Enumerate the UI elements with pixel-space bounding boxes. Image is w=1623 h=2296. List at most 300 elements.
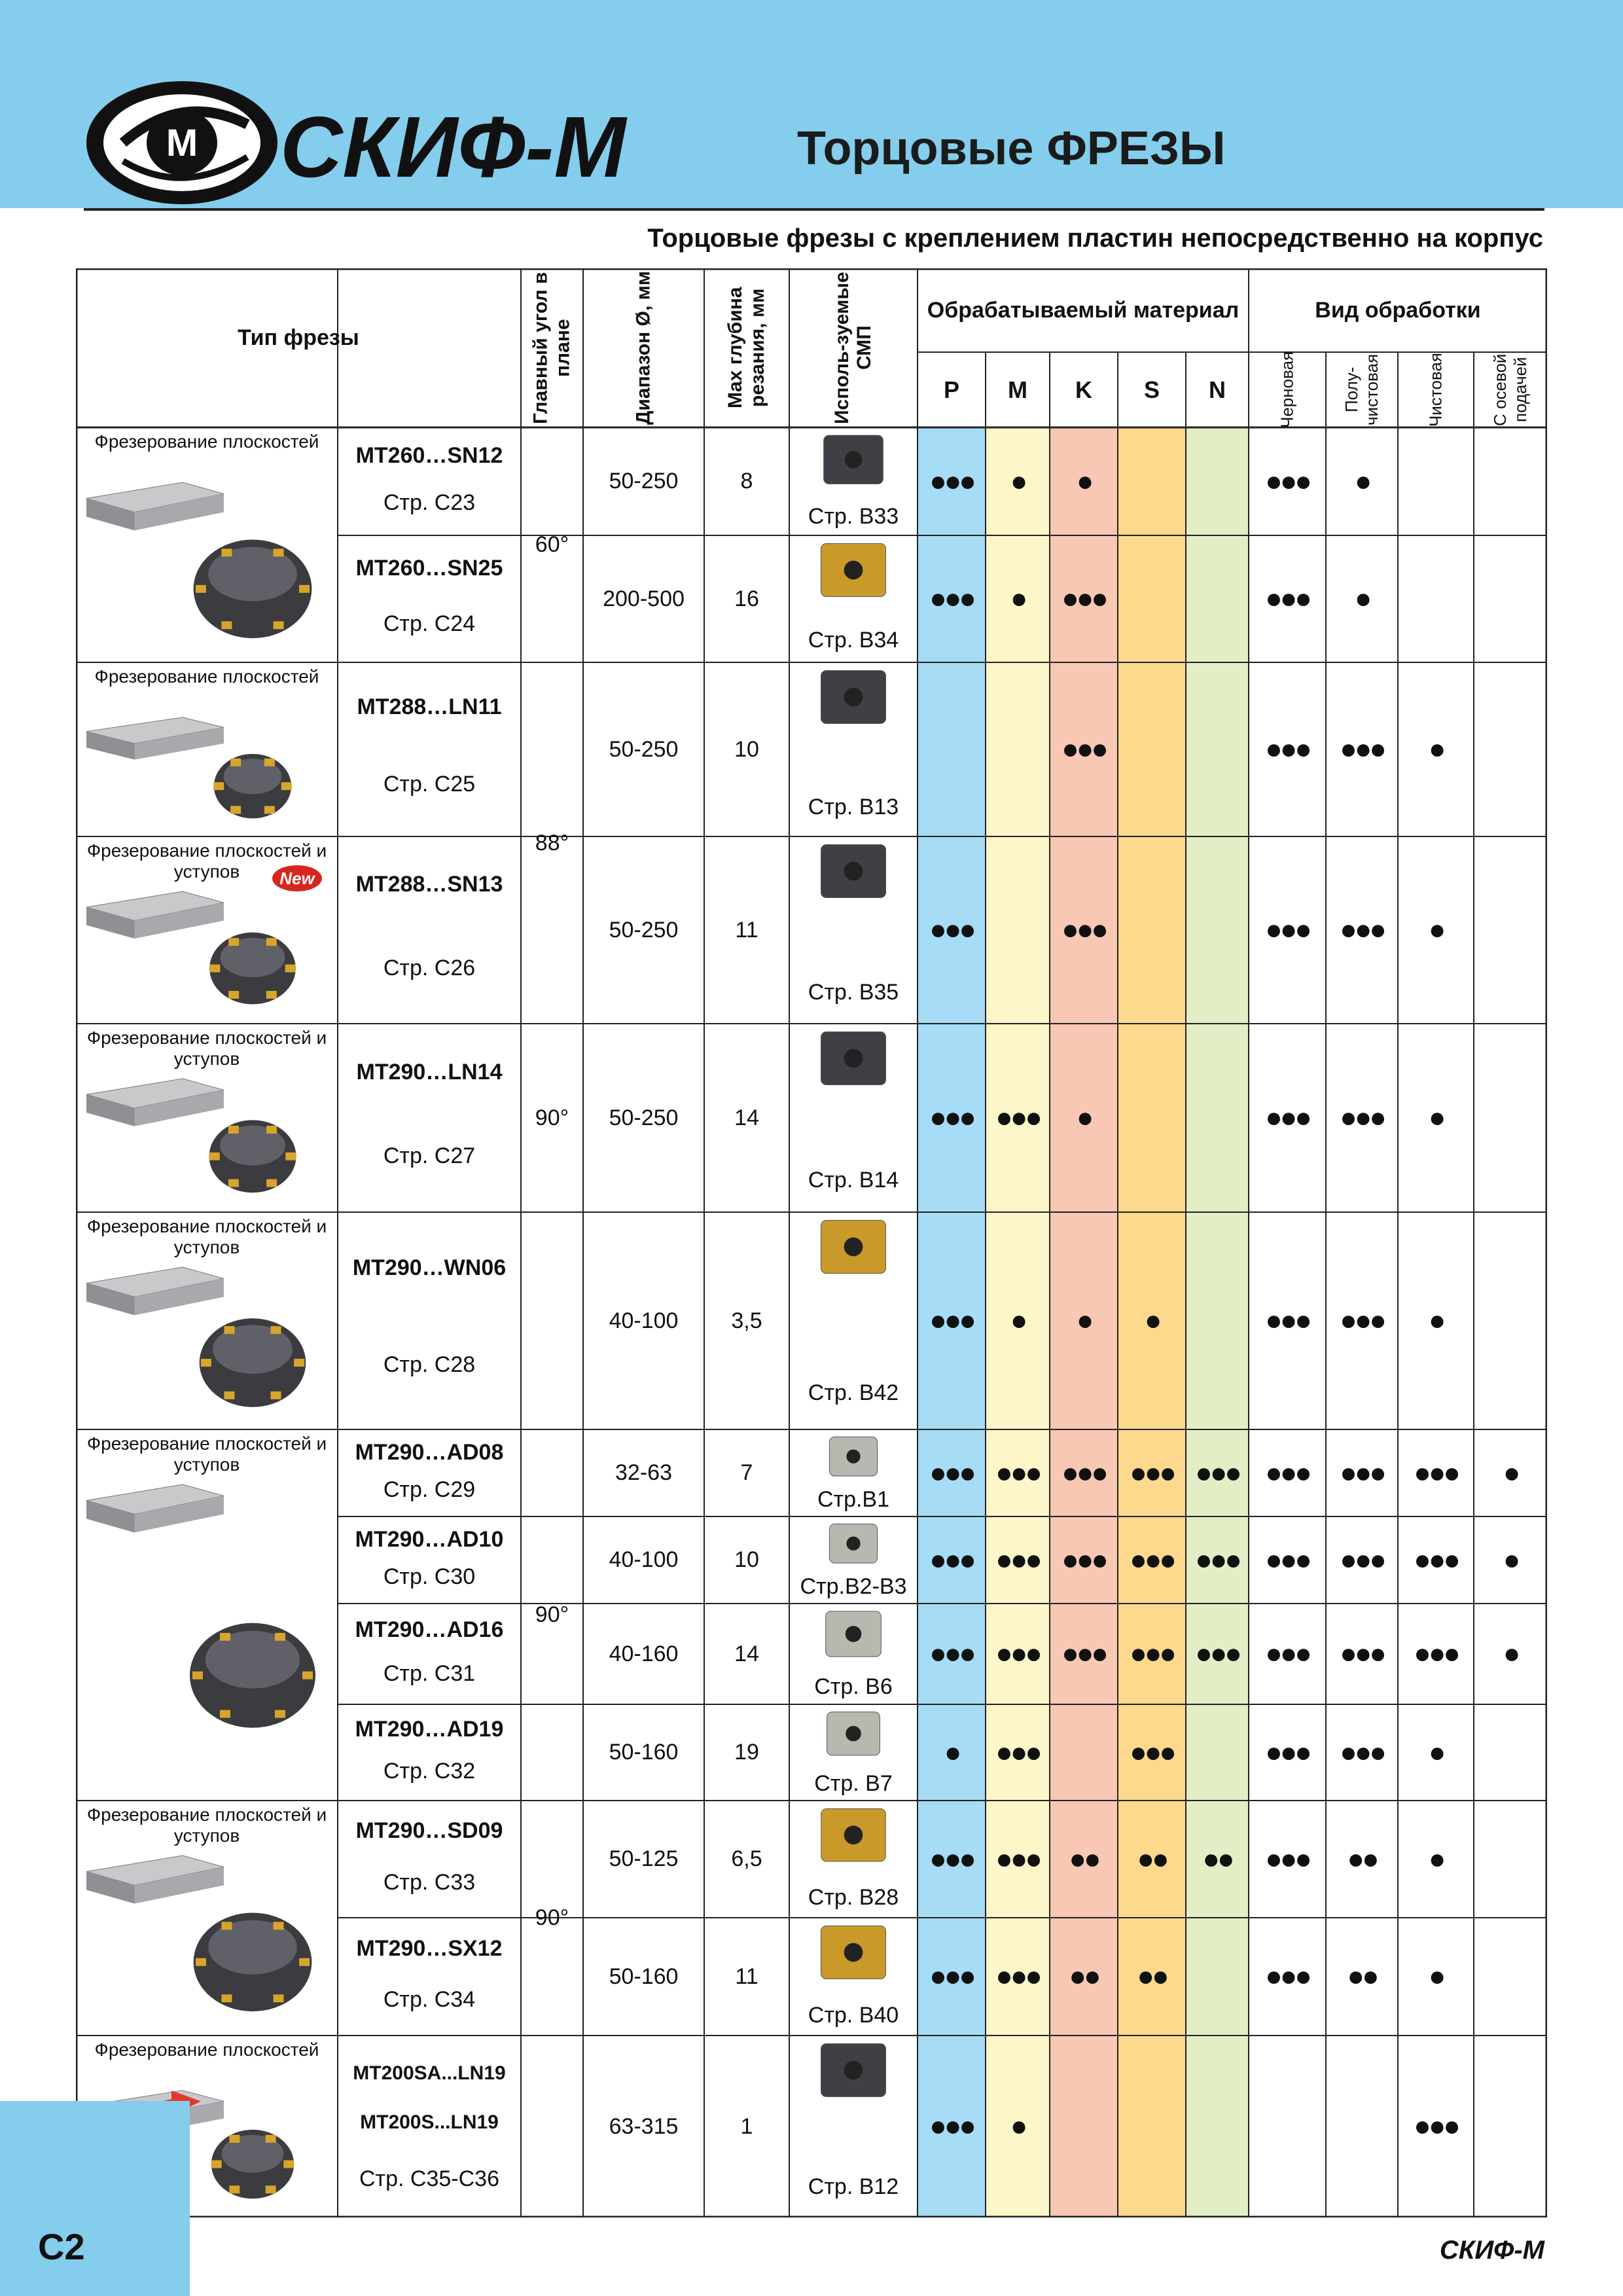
rating-semi <box>1326 1212 1398 1429</box>
cutter-insert-icon <box>275 1633 285 1641</box>
rating-rough <box>1249 1801 1326 1918</box>
cutter-insert-icon <box>228 1126 239 1134</box>
rating-finish-text: ● <box>1428 1102 1444 1134</box>
cutter-insert-icon <box>196 585 206 593</box>
rating-finish <box>1398 1801 1474 1918</box>
insert-hole-icon <box>844 2061 863 2080</box>
depth-value <box>704 1918 789 2036</box>
insert-hole-icon <box>844 1238 863 1257</box>
rating-rough <box>1249 1604 1326 1704</box>
rating-rough <box>1249 662 1326 836</box>
header-processing-finish <box>1398 352 1474 427</box>
cutter-insert-icon <box>274 1994 284 2002</box>
cutter-insert-icon <box>266 2185 276 2193</box>
depth-value-text: 6,5 <box>731 1846 762 1871</box>
operation-label <box>79 666 335 712</box>
rating-semi-text: ●●● <box>1340 1102 1384 1134</box>
range-value-text: 50-250 <box>609 917 679 942</box>
rating-rough-text: ●●● <box>1265 465 1310 497</box>
rating-finish-text: ●●● <box>1414 1638 1458 1670</box>
rating-S <box>1118 1212 1186 1429</box>
model-name-text: MT290…AD08 <box>355 1439 504 1465</box>
rating-semi <box>1326 1801 1398 1918</box>
rating-K-text: ●●● <box>1061 1543 1106 1576</box>
rating-P <box>918 1704 986 1801</box>
rating-K <box>1050 836 1118 1024</box>
range-value <box>583 1212 704 1429</box>
rating-P <box>918 1801 986 1918</box>
range-value-text: 50-250 <box>609 736 679 762</box>
rating-S-text: ●●● <box>1130 1638 1174 1670</box>
depth-value <box>704 1212 789 1429</box>
rating-K <box>1050 535 1118 662</box>
operation-label-text: Фрезерование плоскостей и уступов <box>86 1804 327 1846</box>
header-processing-axial <box>1474 352 1547 427</box>
model-page <box>338 1646 521 1702</box>
rating-finish <box>1398 1604 1474 1704</box>
header-angle-text: Главный угол в плане <box>529 272 574 424</box>
rating-P <box>918 1024 986 1212</box>
cutter-insert-icon <box>299 1958 310 1966</box>
operation-label <box>79 2039 335 2085</box>
angle-value <box>521 1024 583 1212</box>
rating-P-text: ●●● <box>929 583 974 615</box>
footer-band <box>0 2101 190 2296</box>
insert-hole-icon <box>844 1049 863 1068</box>
rating-P <box>918 427 986 535</box>
cutter-insert-icon <box>213 782 224 790</box>
rating-K-text: ● <box>1076 1102 1092 1134</box>
depth-value <box>704 1516 789 1604</box>
header-range <box>583 268 704 427</box>
cutter-insert-icon <box>228 1179 239 1187</box>
insert-page <box>789 1998 918 2033</box>
rating-semi-text: ●●● <box>1340 1543 1384 1576</box>
header-material-s-text: S <box>1143 376 1160 403</box>
rating-rough <box>1249 1429 1326 1516</box>
depth-value <box>704 1704 789 1801</box>
model-name-text: MT290…AD16 <box>355 1617 504 1642</box>
cutter-insert-icon <box>274 548 284 556</box>
insert-page <box>789 2159 918 2215</box>
rating-N <box>1186 1604 1249 1704</box>
rating-M <box>986 427 1050 535</box>
rating-finish-text: ●●● <box>1414 1456 1458 1489</box>
rating-N <box>1186 1516 1249 1604</box>
cutter-insert-icon <box>221 621 232 629</box>
model-page <box>338 1745 521 1798</box>
header-material-text: Обрабатываемый материал <box>927 297 1240 323</box>
rating-K-text: ●●● <box>1061 583 1106 615</box>
rating-finish-text: ● <box>1428 1842 1444 1875</box>
rating-semi <box>1326 1704 1398 1801</box>
rating-finish <box>1398 2036 1474 2217</box>
header-material <box>918 268 1249 352</box>
rating-P <box>918 836 986 1024</box>
rating-rough <box>1249 1918 1326 2036</box>
model-page-text: Стр. С33 <box>383 1869 476 1895</box>
depth-value <box>704 2036 789 2217</box>
rating-P-text: ●●● <box>929 1960 974 1992</box>
insert-hole-icon <box>846 1626 862 1642</box>
rating-rough-text: ●●● <box>1265 1102 1310 1134</box>
model-page <box>338 2145 521 2214</box>
angle-value <box>521 662 583 1024</box>
angle-value-text: 90° <box>535 1905 569 1930</box>
model-page <box>338 1967 521 2033</box>
rating-P-text: ●●● <box>929 2110 974 2142</box>
model-page-text: Стр. С32 <box>383 1758 476 1784</box>
cutter-insert-icon <box>281 782 292 790</box>
cutter-insert-icon <box>264 759 275 766</box>
range-value <box>583 662 704 836</box>
depth-value-text: 8 <box>740 469 753 493</box>
cutter-insert-icon <box>224 1391 234 1399</box>
rating-P <box>918 1604 986 1704</box>
rating-finish-text: ●●● <box>1414 1543 1458 1576</box>
model-name-text: MT200SA...LN19 <box>353 2062 506 2084</box>
range-value <box>583 836 704 1024</box>
rating-finish <box>1398 1516 1474 1604</box>
rating-M-text: ●●● <box>995 1456 1040 1489</box>
header-material-k <box>1050 352 1118 427</box>
cutter-insert-icon <box>201 1359 211 1367</box>
insert-page <box>789 622 918 660</box>
model-page <box>338 1103 521 1210</box>
rating-K <box>1050 662 1118 836</box>
rating-K-text: ●● <box>1069 1960 1099 1992</box>
depth-value <box>704 1604 789 1704</box>
insert-page-text: Стр. В13 <box>808 794 899 819</box>
cutter-insert-icon <box>299 585 310 593</box>
logo-emblem-letter: М <box>166 122 198 164</box>
rating-finish <box>1398 662 1474 836</box>
operation-label-text: Фрезерование плоскостей и уступов <box>86 1433 327 1475</box>
depth-value <box>704 427 789 535</box>
model-page <box>338 1553 521 1601</box>
model-page-text: Стр. С25 <box>383 772 476 797</box>
model-page-text: Стр. С26 <box>383 955 476 980</box>
rating-K <box>1050 1516 1118 1604</box>
new-badge <box>272 865 322 891</box>
cutter-insert-icon <box>221 1994 232 2002</box>
header-processing-rough-text: Черновая <box>1277 351 1297 429</box>
depth-value <box>704 1429 789 1516</box>
insert-hole-icon <box>844 1825 863 1844</box>
model-page <box>338 1466 521 1514</box>
rating-P <box>918 535 986 662</box>
insert-hole-icon <box>844 561 863 580</box>
model-name-text: MT260…SN12 <box>355 442 503 468</box>
rating-P <box>918 1429 986 1516</box>
rating-S-text: ●● <box>1137 1960 1167 1992</box>
rating-K <box>1050 1604 1118 1704</box>
footer-brand: СКИФ-М <box>1439 2236 1544 2265</box>
rating-finish-text: ● <box>1428 1736 1444 1768</box>
rating-K <box>1050 1212 1118 1429</box>
depth-value-text: 10 <box>734 736 759 762</box>
depth-value-text: 14 <box>734 1105 759 1130</box>
insert-page-text: Стр.В1 <box>817 1486 890 1512</box>
rating-semi <box>1326 1024 1398 1212</box>
rating-P-text: ●●● <box>929 914 974 946</box>
insert-page <box>789 1572 918 1601</box>
rating-semi-text: ● <box>1354 583 1370 615</box>
cutter-insert-icon <box>302 1672 313 1679</box>
new-badge-text: New <box>279 868 315 888</box>
model-name-text: MT288…LN11 <box>357 694 502 719</box>
rating-axial <box>1474 1604 1547 1704</box>
insert-page-text: Стр. В40 <box>808 2002 899 2028</box>
rating-semi-text: ●●● <box>1340 914 1384 946</box>
cutter-insert-icon <box>228 938 239 946</box>
rating-S-text: ●●● <box>1130 1456 1174 1489</box>
page-subtitle: Торцовые фрезы с креплением пластин непосредственно на корпус <box>647 224 1543 253</box>
rating-K <box>1050 1429 1118 1516</box>
cutter-insert-icon <box>266 1126 277 1134</box>
rating-M-text: ● <box>1010 2110 1026 2142</box>
rating-axial-text: ● <box>1503 1456 1518 1489</box>
header-insert <box>789 268 918 427</box>
range-value <box>583 1516 704 1604</box>
rating-rough <box>1249 1212 1326 1429</box>
insert-page-text: Стр. В7 <box>814 1770 893 1796</box>
model-page-text: Стр. С28 <box>383 1352 476 1378</box>
header-insert-text: Исполь-зуемые СМП <box>831 272 875 424</box>
depth-value <box>704 1024 789 1212</box>
model-name-text: MT290…SX12 <box>356 1935 503 1961</box>
rating-P-text: ●●● <box>929 1543 974 1576</box>
cutter-insert-icon <box>274 621 284 629</box>
range-value <box>583 1429 704 1516</box>
header-type <box>76 268 521 408</box>
model-page-text: Стр. С23 <box>383 490 476 515</box>
milling-cutter-icon <box>205 1631 300 1689</box>
cutter-insert-icon <box>221 1922 232 1929</box>
model-name-text: MT288…SN13 <box>355 872 503 897</box>
insert-page <box>789 963 918 1021</box>
rating-semi <box>1326 1429 1398 1516</box>
rating-semi-text: ●● <box>1347 1842 1377 1875</box>
cutter-insert-icon <box>220 1710 230 1718</box>
rating-axial-text: ● <box>1503 1543 1518 1576</box>
header-processing-semi <box>1326 352 1398 427</box>
angle-value <box>521 1801 583 2036</box>
range-value-text: 63-315 <box>609 2113 679 2139</box>
angle-value-text: 88° <box>535 830 569 855</box>
depth-value-text: 11 <box>735 1964 758 1989</box>
cutter-insert-icon <box>196 1958 206 1966</box>
insert-page <box>789 1769 918 1798</box>
cutter-insert-icon <box>220 1633 230 1641</box>
cutter-insert-icon <box>266 991 277 999</box>
range-value-text: 40-100 <box>609 1308 679 1333</box>
rating-axial <box>1474 1429 1547 1516</box>
rating-P <box>918 1212 986 1429</box>
rating-rough-text: ●●● <box>1265 914 1310 946</box>
insert-page-text: Стр. В14 <box>808 1168 899 1193</box>
rating-M <box>986 1704 1050 1801</box>
rating-semi <box>1326 427 1398 535</box>
rating-rough-text: ●●● <box>1265 1736 1310 1768</box>
operation-label <box>79 1216 335 1262</box>
rating-K <box>1050 427 1118 535</box>
cutter-insert-icon <box>266 938 277 946</box>
rating-M <box>986 1918 1050 2036</box>
rating-semi <box>1326 1516 1398 1604</box>
model-page <box>338 915 521 1021</box>
rating-finish <box>1398 1429 1474 1516</box>
rating-P-text: ●●● <box>929 1638 974 1670</box>
rating-finish <box>1398 1704 1474 1801</box>
range-value-text: 40-100 <box>609 1547 679 1572</box>
rating-semi <box>1326 1604 1398 1704</box>
rating-K-text: ●●● <box>1061 1456 1106 1489</box>
model-name-text: MT290…AD19 <box>355 1717 504 1742</box>
rating-K-text: ● <box>1076 1304 1092 1336</box>
model-name-text: MT290…SD09 <box>355 1818 503 1844</box>
rating-rough <box>1249 836 1326 1024</box>
model-page-text: Стр. С24 <box>383 611 476 637</box>
cutter-insert-icon <box>285 1153 296 1160</box>
header-processing-rough <box>1249 352 1326 427</box>
insert-hole-icon <box>846 1537 860 1551</box>
model-name-text: MT200S...LN19 <box>360 2111 499 2134</box>
range-value-text: 32-63 <box>615 1460 672 1485</box>
page-number: C2 <box>38 2226 85 2267</box>
insert-page <box>789 1485 918 1514</box>
header-material-m <box>986 352 1050 427</box>
depth-value <box>704 836 789 1024</box>
rating-N-text: ●●● <box>1195 1638 1240 1670</box>
model-page-text: Стр. С34 <box>383 1987 476 2013</box>
rating-S-text: ● <box>1144 1304 1160 1336</box>
rating-semi <box>1326 836 1398 1024</box>
rating-K-text: ● <box>1076 465 1092 497</box>
cutter-insert-icon <box>192 1672 203 1679</box>
rating-M <box>986 535 1050 662</box>
insert-page-text: Стр. В42 <box>808 1380 899 1406</box>
rating-M <box>986 1801 1050 1918</box>
header-material-n-text: N <box>1209 376 1226 403</box>
rating-rough-text: ●●● <box>1265 1543 1310 1576</box>
operation-label-text: Фрезерование плоскостей <box>94 2039 319 2060</box>
rating-axial <box>1474 1516 1547 1604</box>
cutter-insert-icon <box>211 2161 222 2168</box>
header-material-p <box>918 352 986 427</box>
range-value-text: 40-160 <box>609 1641 679 1666</box>
rating-K <box>1050 1918 1118 2036</box>
rating-M-text: ●●● <box>995 1960 1040 1992</box>
cutter-insert-icon <box>224 1326 234 1334</box>
model-page-text: Стр. С30 <box>383 1564 476 1589</box>
operation-label-text: Фрезерование плоскостей и уступов <box>86 840 327 882</box>
model-page <box>338 473 521 533</box>
operation-label <box>79 1028 335 1073</box>
operation-label <box>79 1433 335 1479</box>
header-depth <box>704 268 789 427</box>
range-value-text: 200-500 <box>603 586 685 611</box>
rating-M <box>986 1024 1050 1212</box>
header-type-text: Тип фрезы <box>238 325 359 350</box>
insert-hole-icon <box>846 1726 861 1742</box>
cutter-insert-icon <box>228 991 239 999</box>
material-band-n <box>1186 427 1249 2217</box>
cutter-insert-icon <box>271 1391 281 1399</box>
depth-value-text: 1 <box>740 2113 753 2139</box>
insert-page <box>789 1360 918 1427</box>
model-name-text: MT260…SN25 <box>355 556 503 581</box>
rating-P-text: ● <box>944 1736 959 1768</box>
rating-N <box>1186 1429 1249 1516</box>
operation-label-text: Фрезерование плоскостей <box>94 666 319 687</box>
rating-P-text: ●●● <box>929 465 974 497</box>
depth-value-text: 16 <box>734 586 759 611</box>
operation-label <box>79 1804 335 1850</box>
insert-page-text: Стр. В12 <box>808 2174 899 2199</box>
rating-P <box>918 1516 986 1604</box>
rating-M-text: ●●● <box>995 1842 1040 1875</box>
cutter-insert-icon <box>266 2135 276 2143</box>
cutter-insert-icon <box>264 806 275 814</box>
rating-S <box>1118 1918 1186 2036</box>
angle-value <box>521 427 583 662</box>
rating-S-text: ●●● <box>1130 1736 1174 1768</box>
header-processing-finish-text: Чистовая <box>1425 353 1446 427</box>
model-page <box>338 1303 521 1427</box>
rating-finish <box>1398 1918 1474 2036</box>
depth-value-text: 7 <box>740 1460 753 1485</box>
insert-hole-icon <box>846 1450 860 1463</box>
rating-M-text: ● <box>1010 465 1026 497</box>
insert-hole-icon <box>845 451 862 468</box>
range-value <box>583 1604 704 1704</box>
insert-page <box>789 1672 918 1702</box>
rating-M-text: ●●● <box>995 1638 1040 1670</box>
model-page-text: Стр. С29 <box>383 1477 476 1502</box>
rating-M <box>986 2036 1050 2217</box>
range-value-text: 50-125 <box>609 1846 679 1871</box>
rating-M-text: ● <box>1010 1304 1026 1336</box>
model-page <box>338 1850 521 1915</box>
insert-page <box>789 781 918 834</box>
rating-N <box>1186 1801 1249 1918</box>
cutter-insert-icon <box>209 965 220 973</box>
model-name-text: MT290…WN06 <box>352 1255 507 1280</box>
rating-rough <box>1249 1516 1326 1604</box>
header-processing <box>1249 268 1547 352</box>
rating-P <box>918 2036 986 2217</box>
model-page-text: Стр. С35-С36 <box>359 2166 499 2191</box>
rating-S <box>1118 1704 1186 1801</box>
model-page-text: Стр. С27 <box>383 1143 476 1168</box>
insert-page-text: Стр.В2-В3 <box>800 1573 907 1599</box>
header-material-p-text: P <box>943 376 959 403</box>
rating-finish <box>1398 1212 1474 1429</box>
rating-rough <box>1249 535 1326 662</box>
rating-semi-text: ● <box>1354 465 1370 497</box>
header-material-n <box>1186 352 1249 427</box>
rating-M-text: ●●● <box>995 1543 1040 1576</box>
header-processing-text: Вид обработки <box>1315 297 1481 323</box>
rating-K-text: ●●● <box>1061 914 1106 946</box>
depth-value-text: 10 <box>734 1547 759 1572</box>
rating-semi-text: ●●● <box>1340 1736 1384 1768</box>
rating-rough-text: ●●● <box>1265 1960 1310 1992</box>
range-value <box>583 1918 704 2036</box>
cutter-insert-icon <box>271 1326 281 1334</box>
rating-M-text: ●●● <box>995 1736 1040 1768</box>
